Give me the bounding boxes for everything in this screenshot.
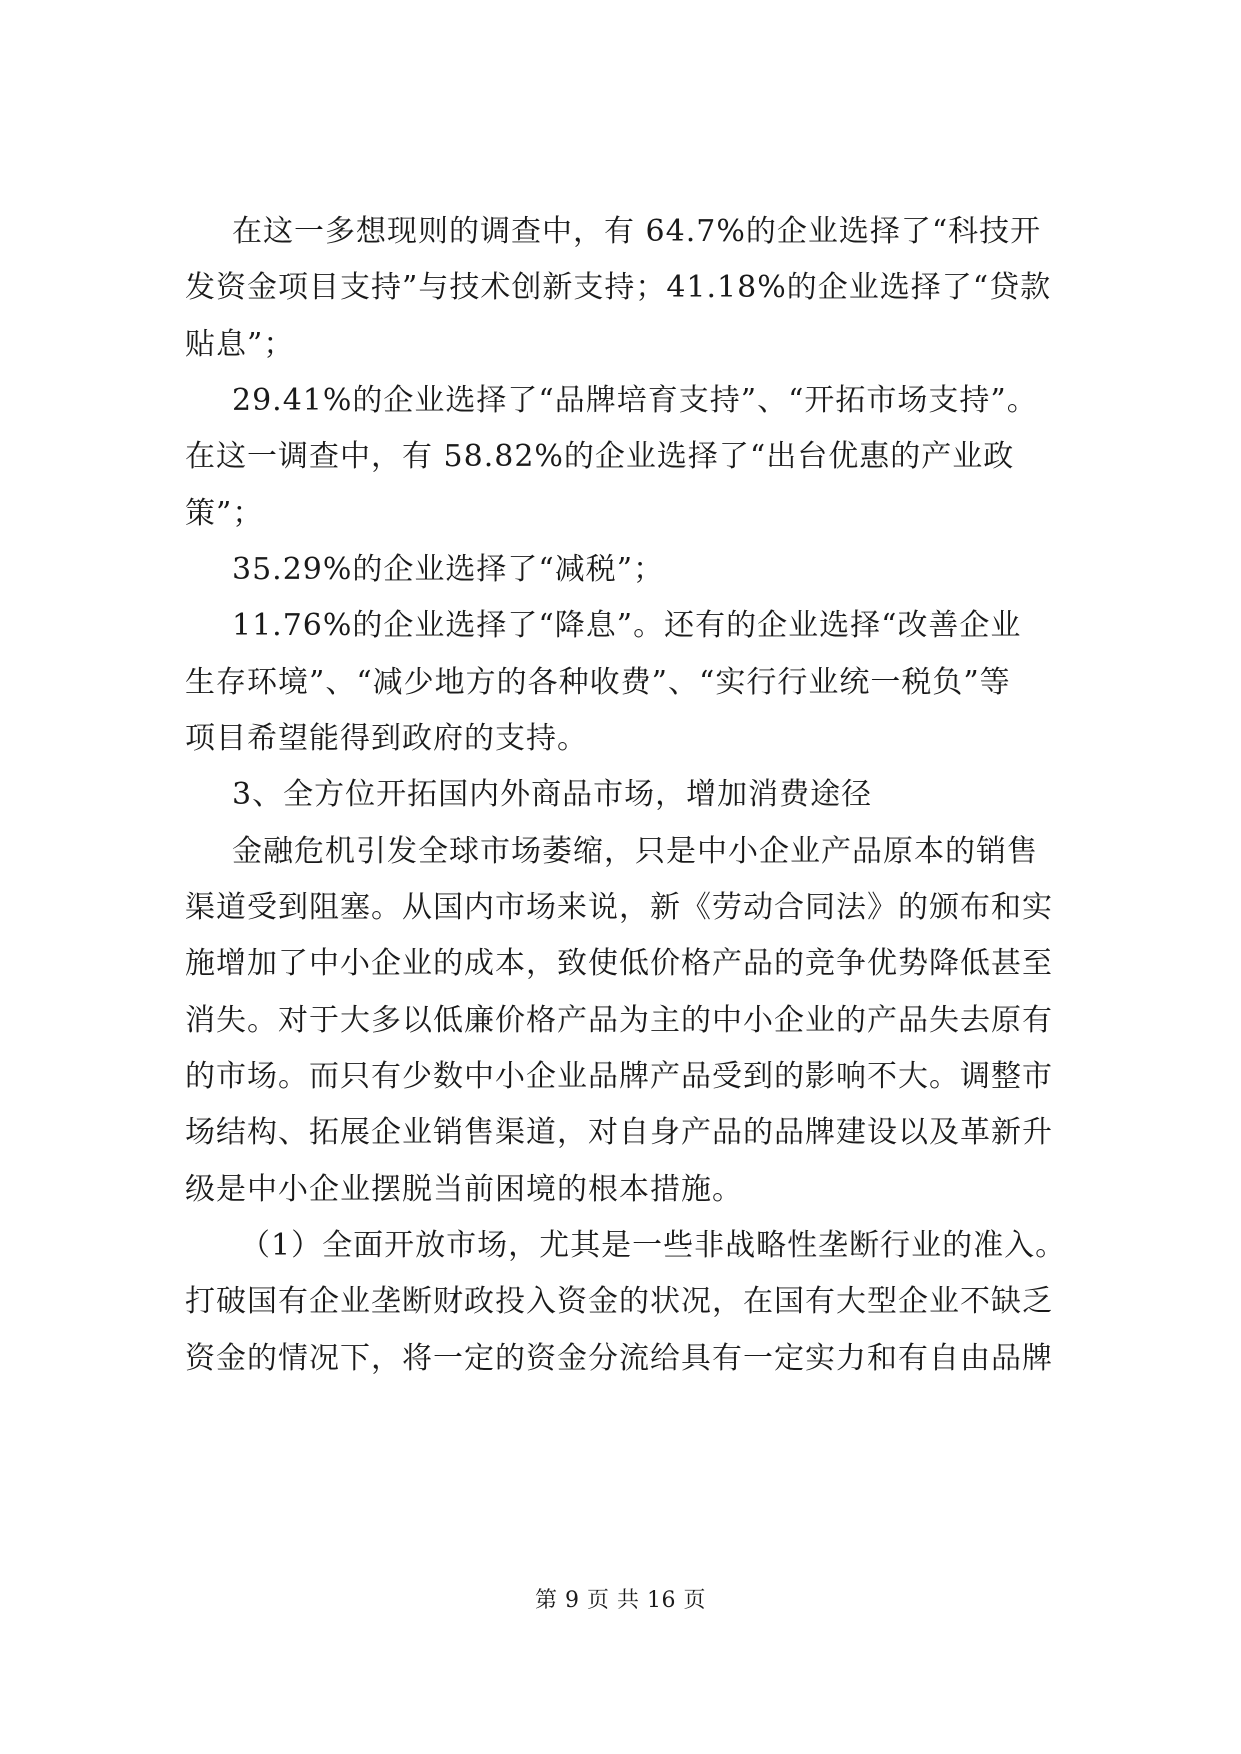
paragraph-line: 的市场。而只有少数中小企业品牌产品受到的影响不大。调整市 (185, 1059, 1053, 1094)
paragraph-line: 金融危机引发全球市场萎缩，只是中小企业产品原本的销售 (232, 834, 1038, 869)
paragraph-line: 在这一多想现则的调查中，有 64.7%的企业选择了“科技开 (232, 214, 1042, 249)
paragraph-line: 35.29%的企业选择了“减税”； (232, 552, 665, 587)
paragraph-line: 消失。对于大多以低廉价格产品为主的中小企业的产品失去原有 (185, 1003, 1053, 1038)
paragraph-line: 级是中小企业摆脱当前困境的根本措施。 (185, 1172, 743, 1207)
paragraph-line: 项目希望能得到政府的支持。 (185, 721, 588, 756)
paragraph-line: 11.76%的企业选择了“降息”。还有的企业选择“改善企业 (232, 608, 1022, 643)
paragraph-line: 渠道受到阻塞。从国内市场来说，新《劳动合同法》的颁布和实 (185, 890, 1053, 925)
paragraph-line: 29.41%的企业选择了“品牌培育支持”、“开拓市场支持”。 (232, 383, 1038, 418)
page-number-footer: 第 9 页 共 16 页 (535, 1588, 706, 1613)
paragraph-line: （1）全面开放市场，尤其是一些非战略性垄断行业的准入。 (240, 1228, 1067, 1263)
paragraph-line: 贴息”； (185, 327, 295, 362)
section-heading: 3、全方位开拓国内外商品市场，增加消费途径 (232, 777, 873, 812)
paragraph-line: 场结构、拓展企业销售渠道，对自身产品的品牌建设以及革新升 (185, 1115, 1053, 1150)
paragraph-line: 打破国有企业垄断财政投入资金的状况，在国有大型企业不缺乏 (185, 1284, 1053, 1319)
paragraph-line: 生存环境”、“减少地方的各种收费”、“实行行业统一税负”等 (185, 665, 1011, 700)
paragraph-line: 发资金项目支持”与技术创新支持；41.18%的企业选择了“贷款 (185, 270, 1052, 305)
paragraph-line: 资金的情况下，将一定的资金分流给具有一定实力和有自由品牌 (185, 1341, 1053, 1376)
paragraph-line: 施增加了中小企业的成本，致使低价格产品的竞争优势降低甚至 (185, 946, 1053, 981)
paragraph-line: 在这一调查中，有 58.82%的企业选择了“出台优惠的产业政 (185, 439, 1015, 474)
paragraph-line: 策”； (185, 496, 264, 531)
